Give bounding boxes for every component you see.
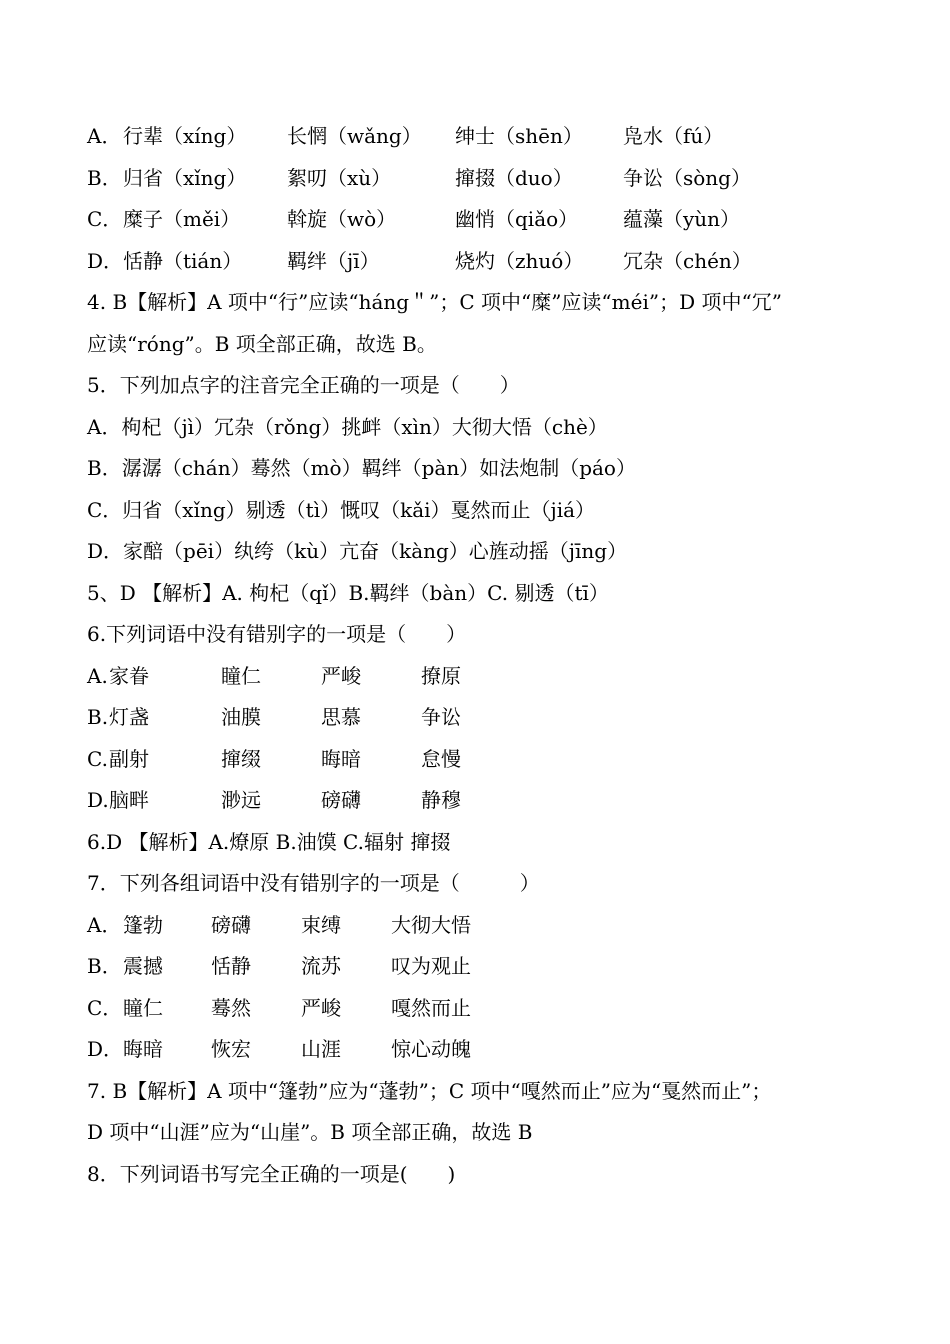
option-letter: D． (87, 248, 124, 273)
option-item: 争讼 (421, 705, 461, 729)
option-item: 羁绊（jī） (287, 248, 380, 273)
option-item: 惊心动魄 (391, 1037, 471, 1061)
q6-answer: 6.D 【解析】A.燎原 B.油馍 C.辐射 撺掇 (87, 829, 451, 854)
q6-question: 6.下列词语中没有错别字的一项是（ ） (87, 622, 467, 646)
option-item: 烧灼（zhuó） (455, 248, 584, 273)
q5-option: A．枸杞（jì）冗杂（rǒng）挑衅（xìn）大彻大悟（chè） (87, 414, 608, 439)
option-item: 怠慢 (421, 746, 461, 771)
option-letter: B． (87, 954, 122, 978)
option-item: 行辈（xíng） (123, 124, 247, 148)
option-letter: A. (87, 663, 108, 688)
option-item: 叹为观止 (391, 954, 471, 978)
q5-question: 5．下列加点字的注音完全正确的一项是（ ） (87, 373, 520, 397)
option-item: 撺掇（duo） (455, 165, 573, 190)
option-item: 斡旋（wò） (287, 207, 397, 231)
option-item: 长惘（wǎng） (287, 124, 422, 148)
q3-options (87, 116, 887, 282)
q6-options (87, 656, 887, 822)
option-item: 磅礴 (321, 788, 361, 812)
option-item: 撺缀 (221, 746, 261, 771)
q7-options (87, 905, 887, 1071)
option-item: 山涯 (301, 1037, 341, 1061)
q6-option-row (87, 656, 887, 698)
q6-option-row (87, 697, 887, 739)
option-item: 严峻 (321, 663, 361, 688)
option-item: 恢宏 (211, 1037, 251, 1061)
option-item: 冗杂（chén） (623, 248, 752, 273)
q7-option-row (87, 946, 887, 988)
q3-option-row (87, 199, 887, 241)
option-item: 震撼 (123, 954, 163, 978)
option-letter: C． (87, 207, 123, 231)
q5-option: D．家醅（pēi）纨绔（kù）亢奋（kàng）心旌动摇（jīng） (87, 539, 628, 563)
q3-option-row (87, 158, 887, 200)
option-letter: D． (87, 1037, 124, 1061)
option-item: 思慕 (321, 705, 361, 729)
option-item: 晦暗 (321, 746, 361, 771)
option-letter: A． (87, 912, 122, 937)
q4-answer-line: 应读“róng”。B 项全部正确，故选 B。 (87, 331, 437, 356)
option-item: 油膜 (221, 705, 261, 729)
q7-answer-line: D 项中“山涯”应为“山崖”。B 项全部正确，故选 B (87, 1120, 533, 1144)
option-item: 磅礴 (211, 912, 251, 937)
option-item: 争讼（sòng） (623, 165, 751, 190)
option-item: 流苏 (301, 954, 341, 978)
q7-option-row (87, 905, 887, 947)
q6-option-row (87, 780, 887, 822)
q4-answer-line: 4. B【解析】A 项中“行”应读“háng＂”；C 项中“糜”应读“méi”；D 项中“冗” (87, 290, 782, 314)
option-item: 凫水（fú） (623, 124, 724, 148)
option-item: 晦暗 (123, 1037, 163, 1061)
q7-option-row (87, 1029, 887, 1071)
q5-option: C．归省（xǐng）剔透（tì）慨叹（kǎi）戛然而止（jiá） (87, 497, 596, 522)
option-item: 家眷 (109, 663, 149, 688)
option-item: 蕴藻（yùn） (623, 207, 741, 231)
q8-question: 8．下列词语书写完全正确的一项是( ) (87, 1161, 456, 1186)
option-item: 脑畔 (109, 788, 149, 812)
option-item: 蓦然 (211, 995, 251, 1020)
option-item: 幽悄（qiǎo） (455, 207, 579, 231)
option-item: 糜子（měi） (123, 207, 241, 231)
option-letter: B. (87, 705, 109, 729)
option-item: 绅士（shēn） (455, 124, 583, 148)
option-letter: A． (87, 124, 122, 148)
option-item: 嘎然而止 (391, 995, 471, 1020)
q3-option-row (87, 116, 887, 158)
option-item: 大彻大悟 (391, 912, 471, 937)
option-item: 恬静（tián） (123, 248, 243, 273)
option-letter: C． (87, 995, 123, 1020)
option-item: 归省（xǐng） (123, 165, 247, 190)
option-item: 絮叨（xù） (287, 165, 392, 190)
q3-option-row (87, 241, 887, 283)
q7-answer-line: 7. B【解析】A 项中“篷勃”应为“蓬勃”；C 项中“嘎然而止”应为“戛然而止”； (87, 1078, 772, 1103)
option-item: 束缚 (301, 912, 341, 937)
option-item: 严峻 (301, 995, 341, 1020)
q5-option: B．潺潺（chán）蓦然（mò）羁绊（pàn）如法炮制（páo） (87, 456, 636, 480)
option-item: 撩原 (421, 663, 461, 688)
option-letter: C. (87, 746, 108, 771)
option-item: 副射 (109, 746, 149, 771)
option-item: 恬静 (211, 954, 251, 978)
q5-answer: 5、D 【解析】A. 枸杞（qǐ）B.羁绊（bàn）C. 剔透（tī） (87, 580, 609, 605)
option-item: 渺远 (221, 788, 261, 812)
option-item: 灯盏 (109, 705, 149, 729)
q7-question: 7．下列各组词语中没有错别字的一项是（ ） (87, 871, 540, 895)
q7-option-row (87, 988, 887, 1030)
option-item: 瞳仁 (123, 995, 163, 1020)
q6-option-row (87, 739, 887, 781)
option-item: 篷勃 (123, 912, 163, 937)
option-letter: B． (87, 165, 122, 190)
option-item: 静穆 (421, 788, 461, 812)
document-page (87, 116, 887, 1195)
option-letter: D. (87, 788, 109, 812)
option-item: 瞳仁 (221, 663, 261, 688)
